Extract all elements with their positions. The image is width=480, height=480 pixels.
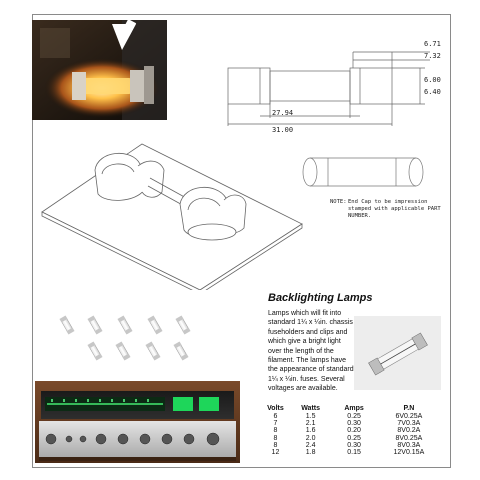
table-row <box>262 427 442 434</box>
table-row <box>262 442 442 449</box>
table-cell: 1.6 <box>305 427 316 435</box>
table-cell: 8 <box>273 427 278 435</box>
table-cell: 1.8 <box>305 449 316 457</box>
table-cell: 6V0.25A <box>395 413 423 420</box>
lamps-group-photo <box>55 315 205 375</box>
lamp-spec-table <box>262 404 442 456</box>
table-cell: 0.25 <box>347 434 361 442</box>
dim-label-5: 27.94 <box>272 109 294 117</box>
table-header-amps: Amps <box>344 405 364 412</box>
table-cell: 1.5 <box>305 413 316 420</box>
table-row <box>262 449 442 456</box>
table-cell: 8V0.3A <box>397 441 421 449</box>
table-cell: 12 <box>271 449 280 457</box>
fuse-outline-drawing <box>296 152 444 196</box>
fuse-lamp-photo <box>354 316 441 390</box>
table-cell: 8V0.2A <box>397 427 421 435</box>
table-header-row <box>262 404 442 413</box>
table-cell: 0.30 <box>347 420 361 428</box>
section-heading: Backlighting Lamps <box>268 292 373 304</box>
fuseholder-clip-drawing <box>40 140 310 290</box>
table-cell: 2.0 <box>305 434 316 442</box>
receiver-photo <box>35 377 240 463</box>
note-text: End Cap to be impression stamped with applicable PART NUMBER. <box>348 199 441 219</box>
table-header-watts: Watts <box>301 405 320 412</box>
dim-label-6: 31.00 <box>272 126 294 134</box>
table-cell: 6 <box>273 413 278 420</box>
table-cell: 0.25 <box>347 413 361 420</box>
fuse-dimension-drawing <box>220 30 450 140</box>
note-label: NOTE: <box>330 199 347 205</box>
table-cell: 8 <box>273 441 278 449</box>
dim-label-2: 7.32 <box>424 52 441 60</box>
table-cell: 2.4 <box>305 441 316 449</box>
table-cell: 0.15 <box>347 449 361 457</box>
section-description: Lamps which will fit into standard 1¼ x ¼in. chassis fuseholders and clips and which give a bright light over the length of the filament. The lamps have the appearance of standard 1¼ x ¼in. fuses. Several voltages are available. <box>268 310 354 393</box>
table-cell: 0.20 <box>347 427 361 435</box>
lamp-glow-photo <box>32 20 167 120</box>
table-header-pn: P.N <box>403 405 415 412</box>
table-cell: 0.30 <box>347 441 361 449</box>
dim-label-1: 6.71 <box>424 40 441 48</box>
dim-label-3: 6.00 <box>424 76 441 84</box>
table-header-volts: Volts <box>267 405 284 412</box>
table-cell: 8 <box>273 434 278 442</box>
table-cell: 8V0.25A <box>395 434 423 442</box>
table-row <box>262 435 442 442</box>
dim-label-4: 6.40 <box>424 88 441 96</box>
table-row <box>262 413 442 420</box>
table-row <box>262 420 442 427</box>
table-cell: 12V0.15A <box>393 449 425 457</box>
table-cell: 2.1 <box>305 420 316 428</box>
table-cell: 7 <box>273 420 278 428</box>
table-cell: 7V0.3A <box>397 420 421 428</box>
